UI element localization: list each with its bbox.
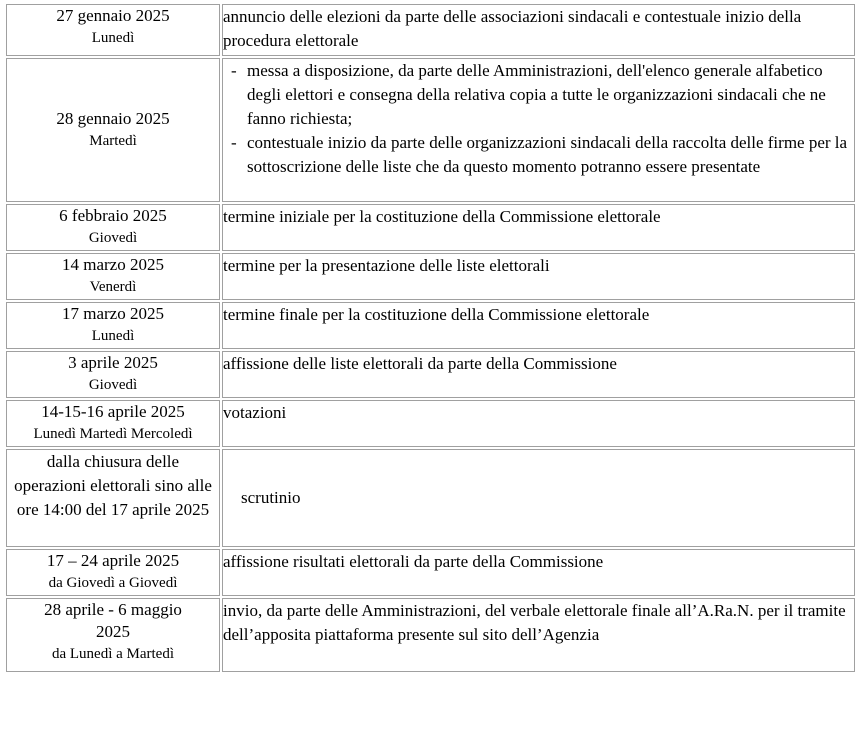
date-cell (6, 58, 220, 202)
date-text: 14 marzo 2025 (62, 255, 164, 274)
weekday-text: da Lunedì a Martedì (51, 646, 175, 662)
list-item (231, 131, 854, 179)
date-cell (6, 253, 220, 300)
description-cell: termine iniziale per la costituzione della Commissione elettorale (222, 204, 855, 251)
table-row (6, 400, 855, 447)
date-text: 3 aprile 2025 (68, 353, 158, 372)
table-row (6, 253, 855, 300)
table-row (6, 58, 855, 202)
date-cell (6, 204, 220, 251)
table-row (6, 302, 855, 349)
list-item-text: contestuale inizio da parte delle organizzazioni sindacali della raccolta delle firme per la sottoscrizione delle liste che da questo momento potranno essere presentate (247, 133, 848, 176)
description-cell: invio, da parte delle Amministrazioni, del verbale elettorale finale all’A.Ra.N. per il tramite dell’apposita piattaforma presente sul sito dell’Agenzia (222, 598, 855, 672)
date-cell (6, 400, 220, 447)
weekday-text: Venerdì (89, 279, 137, 295)
date-cell (6, 449, 220, 547)
weekday-text: da Giovedì a Giovedì (48, 575, 178, 591)
table-row (6, 549, 855, 596)
date-text: 17 marzo 2025 (62, 304, 164, 323)
description-cell: affissione delle liste elettorali da parte della Commissione (222, 351, 855, 398)
date-text: 17 – 24 aprile 2025 (46, 551, 180, 570)
table-row (6, 449, 855, 547)
list-item (231, 59, 854, 131)
weekday-text: Lunedì (91, 328, 135, 344)
description-cell: affissione risultati elettorali da parte della Commissione (222, 549, 855, 596)
description-cell: termine per la presentazione delle liste elettorali (222, 253, 855, 300)
date-text: 27 gennaio 2025 (56, 6, 170, 25)
election-schedule-table (4, 2, 857, 674)
date-text: dalla chiusura delle operazioni elettorali sino alle ore 14:00 del 17 aprile 2025 (14, 452, 212, 519)
description-list (231, 59, 854, 179)
date-text: 14-15-16 aprile 2025 (41, 402, 185, 421)
table-row (6, 598, 855, 672)
weekday-text: Giovedì (88, 230, 138, 246)
weekday-text: Giovedì (88, 377, 138, 393)
description-cell: termine finale per la costituzione della Commissione elettorale (222, 302, 855, 349)
list-marker: - (231, 133, 237, 152)
table-row (6, 204, 855, 251)
date-text: 28 aprile - 6 maggio 2025 (44, 600, 182, 641)
description-cell (222, 58, 855, 202)
date-cell (6, 351, 220, 398)
table-row (6, 4, 855, 56)
list-item-text: messa a disposizione, da parte delle Amministrazioni, dell'elenco generale alfabetico degli elettori e consegna della relativa copia a tutte le organizzazioni sindacali che ne fanno richiesta; (247, 61, 826, 128)
date-cell (6, 4, 220, 56)
date-text: 28 gennaio 2025 (56, 109, 170, 128)
weekday-text: Lunedì (91, 30, 135, 46)
date-cell (6, 598, 220, 672)
description-cell: annuncio delle elezioni da parte delle associazioni sindacali e contestuale inizio della procedura elettorale (222, 4, 855, 56)
weekday-text: Martedì (89, 133, 137, 149)
description-cell: scrutinio (222, 449, 855, 547)
description-cell: votazioni (222, 400, 855, 447)
date-cell (6, 549, 220, 596)
date-text: 6 febbraio 2025 (59, 206, 167, 225)
table-row (6, 351, 855, 398)
date-cell (6, 302, 220, 349)
weekday-text: Lunedì Martedì Mercoledì (33, 426, 193, 442)
list-marker: - (231, 61, 237, 80)
